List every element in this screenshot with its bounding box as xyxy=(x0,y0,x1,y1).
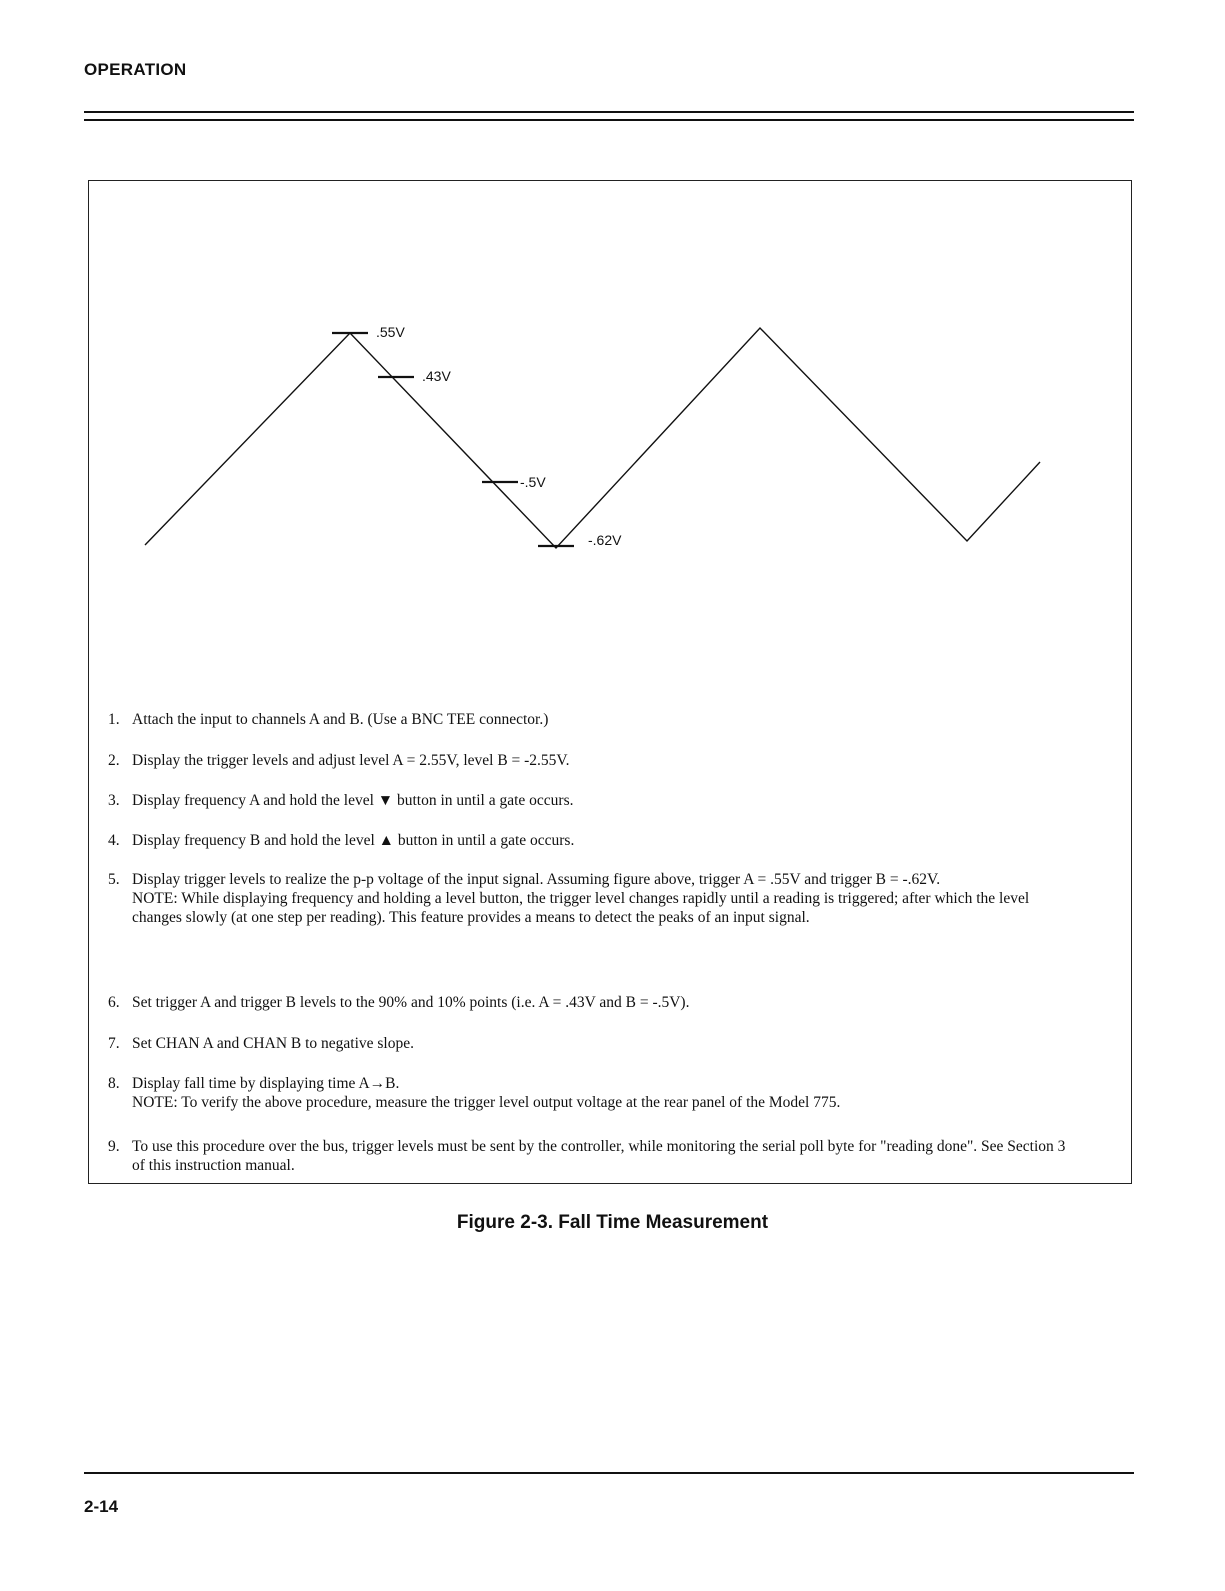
step-text: Display frequency A and hold the level ▼ button in until a gate occurs. xyxy=(132,792,574,809)
peak-voltage-label: .55V xyxy=(376,324,405,340)
step-text: To use this procedure over the bus, trigger levels must be sent by the controller, while monitoring the serial poll byte for "reading done". See Section 3 of this instruction manual. xyxy=(132,1138,1066,1174)
step-number: 1. xyxy=(108,711,120,728)
step-text: Display fall time by displaying time A→B. xyxy=(132,1075,400,1092)
list-item xyxy=(108,791,1068,810)
list-item xyxy=(108,993,1068,1012)
trough-voltage-label: -.62V xyxy=(588,532,622,548)
step-text: Display trigger levels to realize the p-p voltage of the input signal. Assuming figure above, trigger A = .55V and trigger B = -.62V. xyxy=(132,871,941,888)
list-item xyxy=(108,1137,1068,1175)
step-number: 8. xyxy=(108,1075,120,1092)
upper-trigger-voltage-label: .43V xyxy=(422,368,451,384)
step-note: NOTE: While displaying frequency and holding a level button, the trigger level changes rapidly until a reading is triggered; after which the level changes slowly (at one step per reading). This feature provides a means to detect the peaks of an input signal. xyxy=(132,890,1030,926)
step-text: Attach the input to channels A and B. (Use a BNC TEE connector.) xyxy=(132,711,549,728)
step-number: 3. xyxy=(108,792,120,809)
footer-rule xyxy=(84,1472,1134,1474)
step-number: 9. xyxy=(108,1138,120,1155)
list-item xyxy=(108,1034,1068,1053)
step-text: Display frequency B and hold the level ▲ button in until a gate occurs. xyxy=(132,832,575,849)
page-number: 2-14 xyxy=(84,1497,119,1516)
triangle-waveform xyxy=(145,328,1040,548)
step-number: 7. xyxy=(108,1035,120,1052)
step-text: Set CHAN A and CHAN B to negative slope. xyxy=(132,1035,414,1052)
list-item xyxy=(108,710,1068,729)
list-item xyxy=(108,870,1068,927)
step-number: 5. xyxy=(108,871,120,888)
step-note: NOTE: To verify the above procedure, measure the trigger level output voltage at the rear panel of the Model 775. xyxy=(132,1094,841,1111)
step-number: 2. xyxy=(108,752,120,769)
step-number: 4. xyxy=(108,832,120,849)
lower-trigger-voltage-label: -.5V xyxy=(520,474,546,490)
list-item xyxy=(108,1074,1068,1112)
figure-caption: Figure 2-3. Fall Time Measurement xyxy=(456,1212,769,1233)
list-item xyxy=(108,831,1068,850)
step-text: Set trigger A and trigger B levels to the 90% and 10% points (i.e. A = .43V and B = -.5V). xyxy=(132,994,690,1011)
step-text: Display the trigger levels and adjust level A = 2.55V, level B = -2.55V. xyxy=(132,752,570,769)
step-number: 6. xyxy=(108,994,120,1011)
section-header: OPERATION xyxy=(84,60,187,79)
list-item xyxy=(108,751,1068,770)
